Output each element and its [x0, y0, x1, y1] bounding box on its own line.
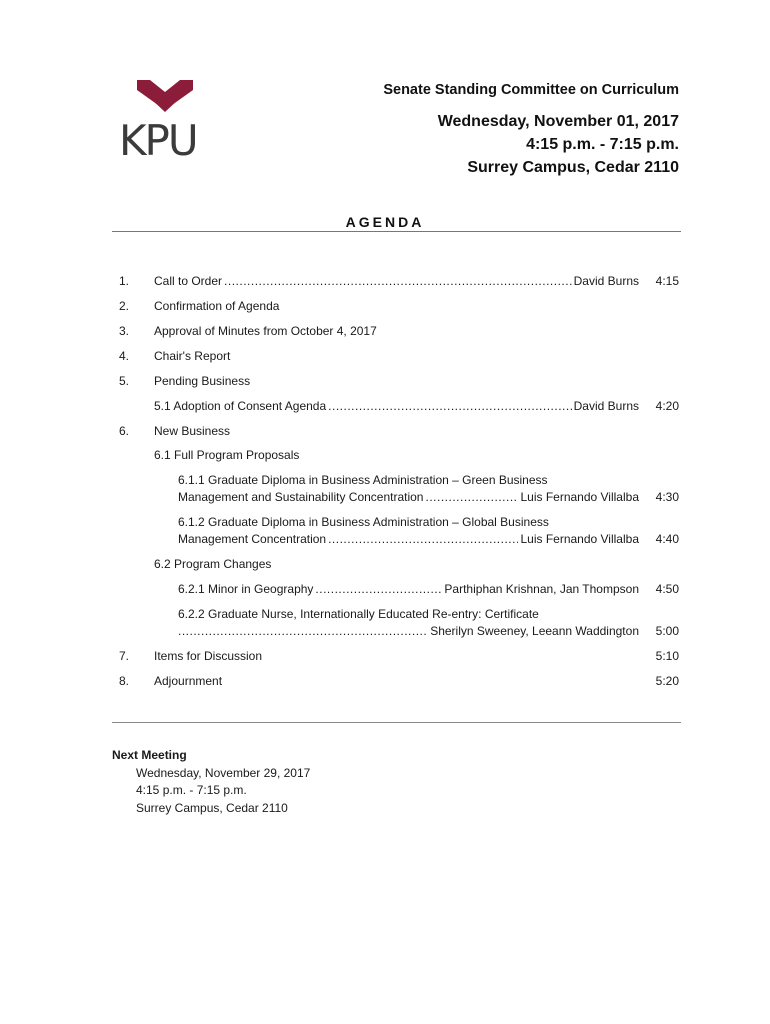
dot-leader [328, 399, 571, 414]
item-title: 6.2 Program Changes [154, 557, 272, 571]
next-meeting-location: Surrey Campus, Cedar 2110 [136, 800, 288, 815]
item-title: Approval of Minutes from October 4, 2017 [154, 324, 377, 338]
item-time: 5:10 [655, 649, 679, 663]
item-title: 6.1.2 Graduate Diploma in Business Administration – Global Business [178, 515, 549, 529]
dot-leader [178, 624, 428, 639]
next-meeting-heading: Next Meeting [112, 748, 187, 762]
item-title: 6.1.1 Graduate Diploma in Business Administration – Green Business [178, 473, 548, 487]
item-number: 1. [119, 274, 130, 288]
item-title: Chair's Report [154, 349, 231, 363]
item-time: 5:00 [655, 624, 679, 638]
item-title: 5.1 Adoption of Consent Agenda [154, 399, 327, 413]
next-meeting-time: 4:15 p.m. - 7:15 p.m. [136, 783, 247, 797]
item-time: 4:20 [655, 399, 679, 413]
item-number: 8. [119, 674, 130, 688]
agenda-title: AGENDA [345, 214, 425, 230]
item-number: 5. [119, 374, 130, 388]
next-meeting [112, 747, 310, 817]
item-title: Confirmation of Agenda [154, 299, 280, 313]
item-presenter: Luis Fernando Villalba [520, 490, 639, 504]
meeting-location: Surrey Campus, Cedar 2110 [467, 159, 679, 176]
item-number: 2. [119, 299, 130, 313]
logo-wordmark: KPU [119, 116, 197, 165]
dot-leader [328, 532, 518, 547]
meeting-time: 4:15 p.m. - 7:15 p.m. [526, 136, 679, 153]
item-number: 6. [119, 424, 130, 438]
committee-name: Senate Standing Committee on Curriculum [383, 82, 679, 98]
next-meeting-date: Wednesday, November 29, 2017 [136, 765, 311, 780]
dot-leader [425, 490, 518, 505]
item-time: 4:15 [655, 274, 679, 288]
meeting-date: Wednesday, November 01, 2017 [437, 113, 679, 130]
item-time: 4:50 [655, 582, 679, 596]
item-title: Management and Sustainability Concentration [178, 490, 424, 504]
item-title: 6.1 Full Program Proposals [154, 448, 300, 462]
item-presenter: Parthiphan Krishnan, Jan Thompson [444, 582, 639, 596]
item-title: Pending Business [154, 374, 251, 388]
item-title: 6.2.2 Graduate Nurse, Internationally Educated Re-entry: Certificate [178, 607, 539, 621]
item-number: 7. [119, 649, 130, 663]
divider [112, 231, 681, 232]
item-time: 4:40 [655, 532, 679, 546]
kpu-logo [119, 80, 214, 170]
item-time: 5:20 [655, 674, 679, 688]
item-presenter: David Burns [573, 274, 639, 288]
item-title: New Business [154, 424, 231, 438]
divider [112, 722, 681, 723]
dot-leader [315, 582, 442, 597]
item-presenter: Luis Fernando Villalba [520, 532, 639, 546]
kpu-chevron-icon [119, 80, 214, 120]
item-title: Call to Order [154, 274, 223, 288]
item-title: Items for Discussion [154, 649, 263, 663]
dot-leader [224, 274, 572, 289]
item-presenter: David Burns [573, 399, 639, 413]
item-title: Adjournment [154, 674, 223, 688]
item-number: 4. [119, 349, 130, 363]
item-title: Management Concentration [178, 532, 327, 546]
item-time: 4:30 [655, 490, 679, 504]
item-number: 3. [119, 324, 130, 338]
item-presenter: Sherilyn Sweeney, Leeann Waddington [430, 624, 639, 638]
item-title: 6.2.1 Minor in Geography [178, 582, 314, 596]
